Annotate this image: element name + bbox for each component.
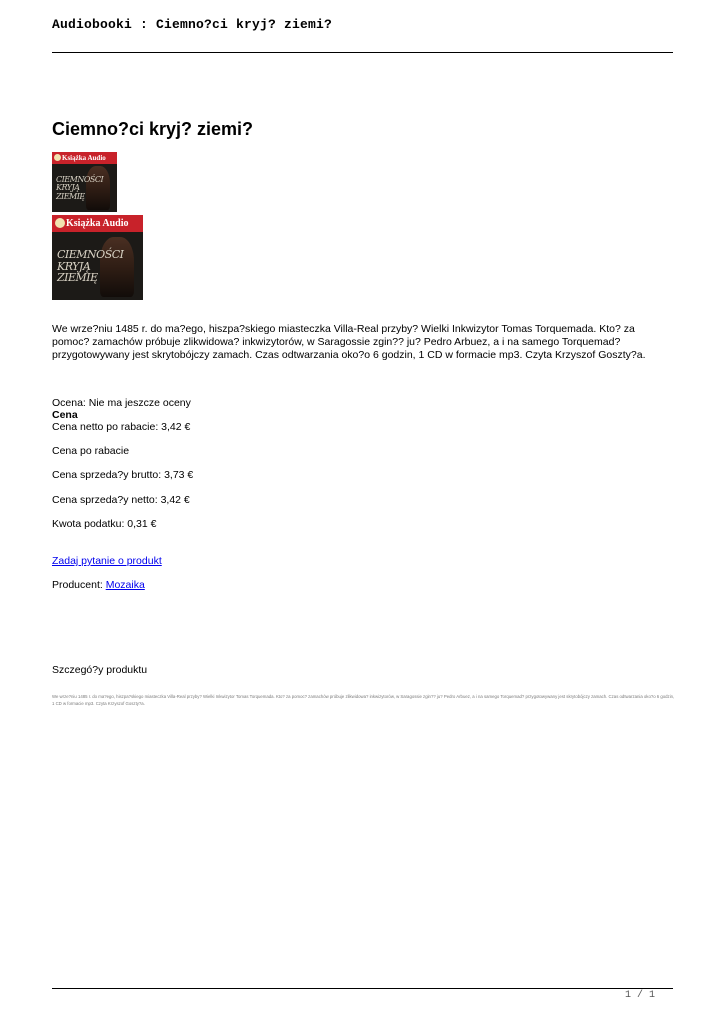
gross-sale-price: Cena sprzeda?y brutto: 3,73 € <box>52 469 194 481</box>
ask-question-link-row <box>52 555 162 567</box>
product-details-heading: Szczegó?y produktu <box>52 664 148 676</box>
cover-image[interactable] <box>52 215 143 300</box>
rating-text: Ocena: Nie ma jeszcze oceny <box>52 397 191 409</box>
cover-title-lettering: CIEMNOŚCI KRYJĄ ZIEMIĘ <box>56 175 104 201</box>
cover-publisher-band: Książka Audio <box>52 152 117 164</box>
cover-badge-icon <box>55 218 65 228</box>
ask-question-link[interactable]: Zadaj pytanie o produkt <box>52 555 162 567</box>
producer-row <box>52 579 145 591</box>
price-after-discount: Cena po rabacie <box>52 445 130 457</box>
producer-label: Producent: <box>52 579 106 591</box>
product-title: Ciemno?ci kryj? ziemi? <box>52 119 254 139</box>
price-heading: Cena <box>52 409 78 421</box>
cover-thumbnail-image[interactable] <box>52 152 117 212</box>
header-divider <box>52 52 673 53</box>
net-price-after-discount: Cena netto po rabacie: 3,42 € <box>52 421 191 433</box>
product-details-text: We wrze?niu 1485 r. do ma?ego, hiszpa?skiego miasteczka Villa-Real przyby? Wielki Inkwizytor Tomas Torquemada. Kto? za pomoc? zamachów próbuje zlikwidowa? inkwizytorów, w Saragossie zgin?? ju? Pedro Arbuez, a i na samego Torquemad? przygotowywany jest skrytobójczy zamach. Czas odtwarzania oko?o 6 godzin, 1 CD w formacie mp3. Czyta Krzyszof Goszty?a. <box>52 694 675 706</box>
producer-link[interactable]: Mozaika <box>105 579 145 591</box>
cover-badge-icon <box>54 154 61 161</box>
footer-divider <box>52 988 673 989</box>
net-sale-price: Cena sprzeda?y netto: 3,42 € <box>52 494 190 506</box>
cover-publisher-band: Książka Audio <box>52 215 143 232</box>
page-number: 1 / 1 <box>625 990 656 1001</box>
cover-title-lettering: CIEMNOŚCI KRYJĄ ZIEMIĘ <box>57 248 124 285</box>
product-description: We wrze?niu 1485 r. do ma?ego, hiszpa?skiego miasteczka Villa-Real przyby? Wielki Inkwizytor Tomas Torquemada. Kto? za pomoc? zamachów próbuje zlikwidowa? inkwizytorów, w Saragossie zgin?? ju? Pedro Arbuez, a i na samego Torquemad? przygotowywany jest skrytobójczy zamach. Czas odtwarzania oko?o 6 godzin, 1 CD w formacie mp3. Czyta Krzyszof Goszty?a. <box>52 323 646 361</box>
document-header-title: Audiobooki : Ciemno?ci kryj? ziemi? <box>52 17 333 32</box>
tax-amount: Kwota podatku: 0,31 € <box>52 518 157 530</box>
